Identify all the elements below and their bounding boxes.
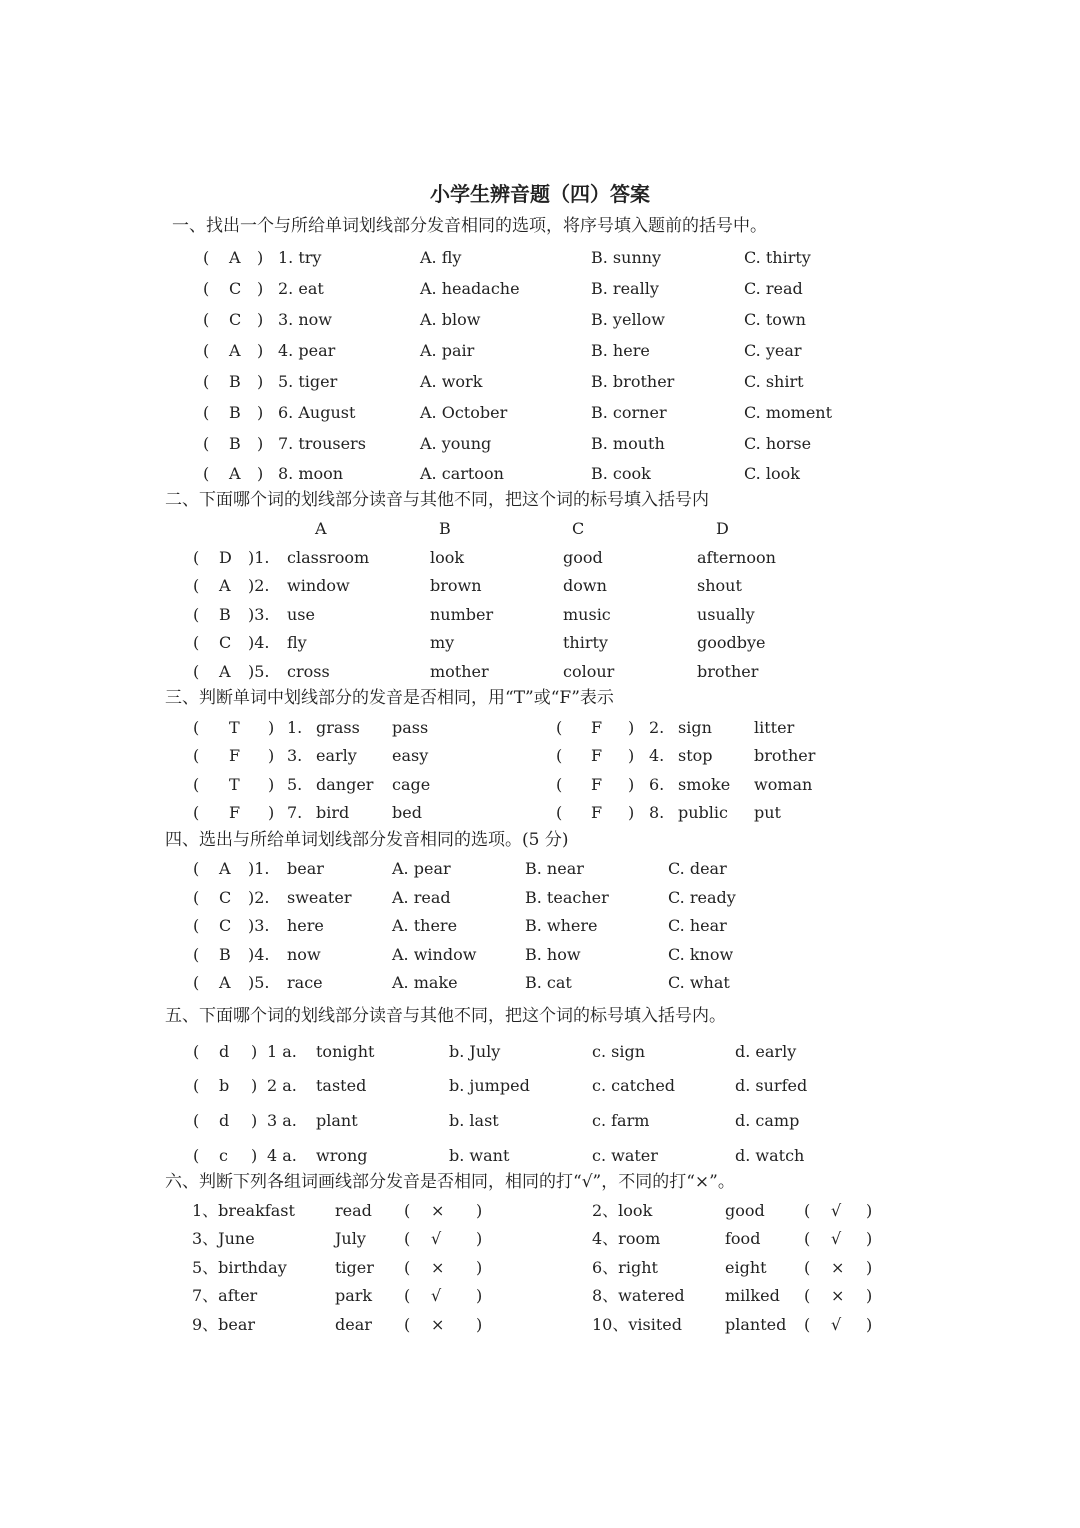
answer: C [229, 310, 242, 329]
question-row [0, 914, 1080, 938]
left-paren: ( [203, 434, 210, 453]
page-title: 小学生辨音题（四）答案 [430, 182, 650, 206]
option-a: A. headache [420, 279, 520, 298]
word-1: 10、visited [592, 1315, 682, 1334]
judgement-mark: × [431, 1201, 445, 1220]
left-paren: ( [193, 662, 200, 681]
word-d: shout [697, 576, 742, 595]
left-paren: ( [556, 746, 563, 765]
left-paren: ( [404, 1201, 411, 1220]
left-paren: ( [203, 464, 210, 483]
question-row [0, 801, 1080, 825]
word-c: thirty [563, 633, 608, 652]
column-header-b: B [439, 519, 451, 538]
left-paren: ( [203, 372, 210, 391]
option-c: c. water [592, 1146, 658, 1165]
column-header-c: C [572, 519, 585, 538]
answer: B [229, 403, 241, 422]
left-paren: ( [193, 859, 200, 878]
left-paren: ( [193, 775, 200, 794]
option-c: C. know [668, 945, 734, 964]
question-row [0, 603, 1080, 627]
right-paren: ) [476, 1315, 483, 1334]
question-row [0, 1284, 1080, 1308]
word-c: colour [563, 662, 615, 681]
word-1: 4、room [592, 1229, 661, 1248]
word-1: smoke [678, 775, 731, 794]
right-paren: )3. [248, 605, 270, 624]
word-2: planted [725, 1315, 787, 1334]
word-2: pass [392, 718, 429, 737]
option-a: A. blow [420, 310, 481, 329]
right-paren: ) [257, 310, 264, 329]
option-c: C. horse [744, 434, 812, 453]
answer: B [229, 372, 241, 391]
given-word: now [287, 945, 321, 964]
answer: A [219, 576, 231, 595]
word-b: look [430, 548, 465, 567]
option-b: B. how [525, 945, 581, 964]
left-paren: ( [804, 1258, 811, 1277]
option-d: d. watch [735, 1146, 805, 1165]
section-1-heading: 一、找出一个与所给单词划线部分发音相同的选项，将序号填入题前的括号中。 [172, 216, 767, 236]
right-paren: ) [251, 1042, 258, 1061]
option-a: plant [316, 1111, 358, 1130]
right-paren: ) [866, 1201, 873, 1220]
section-5-heading: 五、下面哪个词的划线部分读音与其他不同，把这个词的标号填入括号内。 [165, 1006, 726, 1026]
word-1: 1、breakfast [192, 1201, 295, 1220]
right-paren: ) [866, 1315, 873, 1334]
left-paren: ( [556, 803, 563, 822]
left-paren: ( [193, 916, 200, 935]
option-b: B. teacher [525, 888, 609, 907]
word-b: number [430, 605, 494, 624]
question-row [0, 971, 1080, 995]
option-b: B. near [525, 859, 584, 878]
word-2: good [725, 1201, 765, 1220]
right-paren: ) [257, 341, 264, 360]
option-b: B. here [591, 341, 650, 360]
judgement-mark: √ [831, 1229, 842, 1248]
answer: F [591, 803, 603, 822]
word-2: park [335, 1286, 373, 1305]
right-paren: ) [628, 775, 635, 794]
answer: F [591, 775, 603, 794]
right-paren: )2. [248, 888, 270, 907]
right-paren: ) [476, 1201, 483, 1220]
left-paren: ( [556, 775, 563, 794]
right-paren: ) [628, 803, 635, 822]
word-1: bird [316, 803, 350, 822]
word-2: cage [392, 775, 431, 794]
question-row [0, 401, 1080, 425]
option-c: c. catched [592, 1076, 676, 1095]
given-word: 6. August [278, 403, 356, 422]
question-row [0, 631, 1080, 655]
word-1: stop [678, 746, 713, 765]
option-b: b. jumped [449, 1076, 530, 1095]
option-a: tonight [316, 1042, 375, 1061]
left-paren: ( [193, 548, 200, 567]
option-c: C. shirt [744, 372, 804, 391]
right-paren: )5. [248, 662, 270, 681]
answer: A [229, 464, 241, 483]
answer: B [219, 605, 231, 624]
answer: F [229, 803, 241, 822]
question-number: 7. [287, 803, 303, 822]
right-paren: ) [257, 248, 264, 267]
given-word: 8. moon [278, 464, 344, 483]
left-paren: ( [404, 1286, 411, 1305]
left-paren: ( [193, 605, 200, 624]
question-row [0, 1199, 1080, 1223]
right-paren: )5. [248, 973, 270, 992]
given-word: sweater [287, 888, 352, 907]
right-paren: ) [251, 1111, 258, 1130]
answer: b [219, 1076, 230, 1095]
right-paren: ) [268, 803, 275, 822]
option-a: A. work [420, 372, 483, 391]
answer: F [229, 746, 241, 765]
question-number: 2 a. [267, 1076, 297, 1095]
word-2: tiger [335, 1258, 374, 1277]
left-paren: ( [193, 1042, 200, 1061]
word-b: brown [430, 576, 482, 595]
right-paren: ) [476, 1229, 483, 1248]
right-paren: )3. [248, 916, 270, 935]
option-d: d. early [735, 1042, 797, 1061]
column-header-d: D [716, 519, 729, 538]
answer: A [229, 341, 241, 360]
question-row [0, 1109, 1080, 1133]
column-header-a: A [315, 519, 327, 538]
question-number: 3 a. [267, 1111, 297, 1130]
option-c: C. dear [668, 859, 727, 878]
word-2: milked [725, 1286, 780, 1305]
right-paren: )4. [248, 945, 270, 964]
judgement-mark: √ [831, 1315, 842, 1334]
question-number: 3. [287, 746, 303, 765]
left-paren: ( [193, 973, 200, 992]
question-row [0, 716, 1080, 740]
option-a: tasted [316, 1076, 367, 1095]
word-d: brother [697, 662, 759, 681]
answer: C [229, 279, 242, 298]
question-number: 8. [649, 803, 665, 822]
answer: D [219, 548, 232, 567]
given-word: 7. trousers [278, 434, 366, 453]
section-2-heading: 二、下面哪个词的划线部分读音与其他不同，把这个词的标号填入括号内 [165, 490, 709, 510]
option-a: A. window [392, 945, 477, 964]
option-b: b. last [449, 1111, 499, 1130]
right-paren: ) [866, 1258, 873, 1277]
word-a: classroom [287, 548, 370, 567]
given-word: 1. try [278, 248, 322, 267]
question-row [0, 660, 1080, 684]
right-paren: ) [268, 746, 275, 765]
question-row [0, 744, 1080, 768]
word-1: grass [316, 718, 360, 737]
option-c: C. ready [668, 888, 736, 907]
word-a: cross [287, 662, 330, 681]
given-word: 4. pear [278, 341, 336, 360]
option-b: b. July [449, 1042, 501, 1061]
given-word: 3. now [278, 310, 332, 329]
word-1: 6、right [592, 1258, 658, 1277]
left-paren: ( [193, 945, 200, 964]
word-a: use [287, 605, 315, 624]
question-row [0, 574, 1080, 598]
word-2: easy [392, 746, 429, 765]
option-c: C. thirty [744, 248, 811, 267]
left-paren: ( [193, 718, 200, 737]
question-row [0, 1227, 1080, 1251]
left-paren: ( [203, 403, 210, 422]
right-paren: ) [257, 434, 264, 453]
right-paren: ) [268, 718, 275, 737]
option-a: A. make [392, 973, 458, 992]
question-row [0, 462, 1080, 486]
option-c: C. moment [744, 403, 833, 422]
word-1: 8、watered [592, 1286, 685, 1305]
left-paren: ( [804, 1315, 811, 1334]
left-paren: ( [193, 746, 200, 765]
word-2: dear [335, 1315, 372, 1334]
option-b: B. mouth [591, 434, 665, 453]
left-paren: ( [404, 1315, 411, 1334]
word-2: food [725, 1229, 761, 1248]
judgement-mark: √ [431, 1286, 442, 1305]
word-1: 3、June [192, 1229, 255, 1248]
question-number: 2. [649, 718, 665, 737]
left-paren: ( [404, 1229, 411, 1248]
left-paren: ( [203, 279, 210, 298]
question-row [0, 1256, 1080, 1280]
word-b: my [430, 633, 455, 652]
question-row [0, 886, 1080, 910]
question-row [0, 857, 1080, 881]
question-row [0, 339, 1080, 363]
word-a: window [287, 576, 350, 595]
section-6-heading: 六、判断下列各组词画线部分发音是否相同，相同的打“√”，不同的打“×”。 [165, 1172, 735, 1192]
question-row [0, 370, 1080, 394]
option-b: B. cook [591, 464, 651, 483]
option-a: A. pear [392, 859, 451, 878]
right-paren: ) [866, 1229, 873, 1248]
answer: C [219, 633, 232, 652]
word-2: bed [392, 803, 422, 822]
option-b: B. where [525, 916, 598, 935]
answer: C [219, 888, 232, 907]
question-number: 1. [287, 718, 303, 737]
option-b: B. sunny [591, 248, 662, 267]
option-a: A. fly [420, 248, 462, 267]
question-row [0, 773, 1080, 797]
option-d: d. camp [735, 1111, 800, 1130]
right-paren: ) [251, 1076, 258, 1095]
word-2: brother [754, 746, 816, 765]
given-word: 2. eat [278, 279, 324, 298]
word-2: put [754, 803, 781, 822]
left-paren: ( [193, 1111, 200, 1130]
option-d: d. surfed [735, 1076, 808, 1095]
question-row [0, 308, 1080, 332]
question-number: 1 a. [267, 1042, 297, 1061]
right-paren: ) [476, 1286, 483, 1305]
option-a: A. young [420, 434, 492, 453]
answer: c [219, 1146, 228, 1165]
left-paren: ( [193, 803, 200, 822]
option-c: C. what [668, 973, 730, 992]
word-a: fly [287, 633, 307, 652]
question-row [0, 1144, 1080, 1168]
right-paren: ) [476, 1258, 483, 1277]
option-a: A. pair [420, 341, 475, 360]
left-paren: ( [193, 1146, 200, 1165]
left-paren: ( [804, 1286, 811, 1305]
word-1: early [316, 746, 357, 765]
option-a: A. read [392, 888, 451, 907]
word-1: 9、bear [192, 1315, 256, 1334]
word-b: mother [430, 662, 489, 681]
word-1: 2、look [592, 1201, 653, 1220]
answer: A [229, 248, 241, 267]
answer: F [591, 746, 603, 765]
answer: A [219, 859, 231, 878]
word-c: good [563, 548, 603, 567]
word-1: 5、birthday [192, 1258, 287, 1277]
answer: T [229, 718, 240, 737]
word-c: music [563, 605, 611, 624]
option-c: c. sign [592, 1042, 646, 1061]
answer: B [219, 945, 231, 964]
option-a: A. there [392, 916, 458, 935]
answer: B [229, 434, 241, 453]
question-row [0, 432, 1080, 456]
option-b: B. corner [591, 403, 667, 422]
question-row [0, 546, 1080, 570]
right-paren: ) [628, 718, 635, 737]
section-4-heading: 四、选出与所给单词划线部分发音相同的选项。(5 分) [165, 830, 569, 850]
option-a: wrong [316, 1146, 368, 1165]
left-paren: ( [203, 248, 210, 267]
question-number: 4. [649, 746, 665, 765]
answer: T [229, 775, 240, 794]
given-word: 5. tiger [278, 372, 338, 391]
section-3-heading: 三、判断单词中划线部分的发音是否相同，用“T”或“F”表示 [165, 688, 614, 708]
question-row [0, 277, 1080, 301]
option-b: B. yellow [591, 310, 665, 329]
right-paren: )4. [248, 633, 270, 652]
question-number: 5. [287, 775, 303, 794]
right-paren: ) [257, 279, 264, 298]
option-a: A. cartoon [420, 464, 504, 483]
given-word: here [287, 916, 324, 935]
word-1: danger [316, 775, 374, 794]
judgement-mark: √ [431, 1229, 442, 1248]
right-paren: )1. [248, 548, 270, 567]
judgement-mark: × [831, 1258, 845, 1277]
judgement-mark: × [831, 1286, 845, 1305]
option-c: C. read [744, 279, 803, 298]
word-1: public [678, 803, 728, 822]
given-word: race [287, 973, 323, 992]
option-b: B. cat [525, 973, 572, 992]
option-b: B. really [591, 279, 659, 298]
right-paren: ) [866, 1286, 873, 1305]
given-word: bear [287, 859, 324, 878]
judgement-mark: √ [831, 1201, 842, 1220]
question-row [0, 1074, 1080, 1098]
option-b: B. brother [591, 372, 675, 391]
judgement-mark: × [431, 1315, 445, 1334]
left-paren: ( [804, 1229, 811, 1248]
left-paren: ( [203, 310, 210, 329]
question-number: 6. [649, 775, 665, 794]
answer: F [591, 718, 603, 737]
left-paren: ( [804, 1201, 811, 1220]
answer: d [219, 1042, 230, 1061]
option-c: C. hear [668, 916, 727, 935]
left-paren: ( [203, 341, 210, 360]
question-number: 4 a. [267, 1146, 297, 1165]
right-paren: )1. [248, 859, 270, 878]
left-paren: ( [193, 888, 200, 907]
option-a: A. October [420, 403, 508, 422]
option-c: c. farm [592, 1111, 650, 1130]
answer: A [219, 973, 231, 992]
question-row [0, 1313, 1080, 1337]
left-paren: ( [193, 576, 200, 595]
word-2: woman [754, 775, 813, 794]
word-2: read [335, 1201, 372, 1220]
answer: A [219, 662, 231, 681]
right-paren: ) [257, 464, 264, 483]
right-paren: ) [628, 746, 635, 765]
word-2: litter [754, 718, 795, 737]
right-paren: ) [257, 372, 264, 391]
word-d: usually [697, 605, 755, 624]
option-b: b. want [449, 1146, 510, 1165]
answer: d [219, 1111, 230, 1130]
word-d: afternoon [697, 548, 776, 567]
right-paren: ) [257, 403, 264, 422]
right-paren: )2. [248, 576, 270, 595]
word-2: eight [725, 1258, 767, 1277]
left-paren: ( [193, 633, 200, 652]
right-paren: ) [268, 775, 275, 794]
word-1: 7、after [192, 1286, 258, 1305]
word-2: July [335, 1229, 366, 1248]
left-paren: ( [404, 1258, 411, 1277]
option-c: C. look [744, 464, 800, 483]
question-row [0, 943, 1080, 967]
word-c: down [563, 576, 607, 595]
word-d: goodbye [697, 633, 766, 652]
question-row [0, 246, 1080, 270]
question-row [0, 1040, 1080, 1064]
left-paren: ( [193, 1076, 200, 1095]
left-paren: ( [556, 718, 563, 737]
judgement-mark: × [431, 1258, 445, 1277]
option-c: C. year [744, 341, 802, 360]
option-c: C. town [744, 310, 806, 329]
word-1: sign [678, 718, 712, 737]
answer: C [219, 916, 232, 935]
right-paren: ) [251, 1146, 258, 1165]
